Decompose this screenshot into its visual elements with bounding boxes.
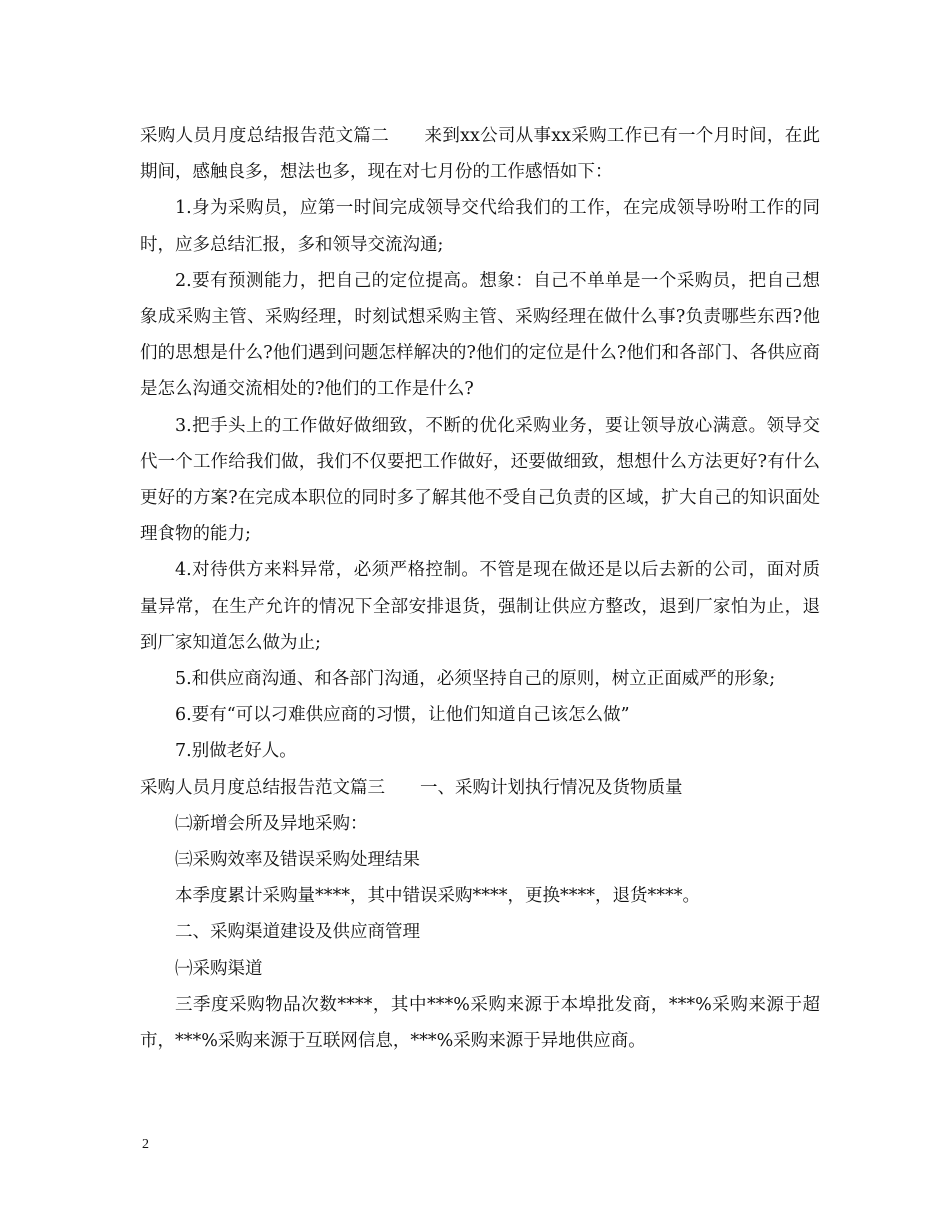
document-body — [140, 118, 820, 1059]
paragraph-channel-stats: 三季度采购物品次数****，其中***%采购来源于本埠批发商，***%采购来源于超市，***%采购来源于互联网信息，***%采购来源于异地供应商。 — [140, 994, 820, 1052]
paragraph-item-4: 4.对待供方来料异常，必须严格控制。不管是现在做还是以后去新的公司，面对质量异常，在生产允许的情况下全部安排退货，强制让供应方整改，退到厂家怕为止，退到厂家知道怎么做为止; — [140, 560, 820, 653]
paragraph-subsection-2: ㈡新增会所及异地采购： — [175, 813, 368, 834]
paragraph-item-3: 3.把手头上的工作做好做细致，不断的优化采购业务，要让领导放心满意。领导交代一个工作给我们做，我们不仅要把工作做好，还要做细致，想想什么方法更好?有什么更好的方案?在完成本职位的同时多了解其他不受自己负责的区域，扩大自己的知识面处理食物的能力; — [140, 415, 820, 545]
page-number: 2 — [142, 1137, 149, 1152]
paragraph-item-1: 1.身为采购员，应第一时间完成领导交代给我们的工作，在完成领导吩咐工作的同时，应多总结汇报，多和领导交流沟通; — [140, 198, 820, 255]
paragraph-quarter-summary: 本季度累计采购量****，其中错误采购****，更换****，退货****。 — [175, 886, 700, 907]
paragraph-intro-section-two: 采购人员月度总结报告范文篇二 来到xx公司从事xx采购工作已有一个月时间，在此期间，感触良多，想法也多，现在对七月份的工作感悟如下： — [140, 126, 820, 183]
paragraph-subsection-1: ㈠采购渠道 — [175, 958, 263, 979]
paragraph-subsection-3: ㈢采购效率及错误采购处理结果 — [175, 850, 420, 871]
paragraph-heading-channels: 二、采购渠道建设及供应商管理 — [175, 922, 420, 943]
paragraph-item-2: 2.要有预测能力，把自己的定位提高。想象：自己不单单是一个采购员，把自己想象成采购主管、采购经理，时刻试想采购主管、采购经理在做什么事?负责哪些东西?他们的思想是什么?他们遇到问题怎样解决的?他们的定位是什么?他们和各部门、各供应商是怎么沟通交流相处的?他们的工作是什么? — [140, 270, 820, 400]
paragraph-item-5: 5.和供应商沟通、和各部门沟通，必须坚持自己的原则，树立正面威严的形象; — [175, 669, 776, 690]
paragraph-item-7: 7.别做老好人。 — [175, 741, 297, 762]
paragraph-item-6: 6.要有“可以刁难供应商的习惯，让他们知道自己该怎么做” — [175, 705, 630, 726]
paragraph-intro-section-three: 采购人员月度总结报告范文篇三 一、采购计划执行情况及货物质量 — [140, 777, 683, 798]
